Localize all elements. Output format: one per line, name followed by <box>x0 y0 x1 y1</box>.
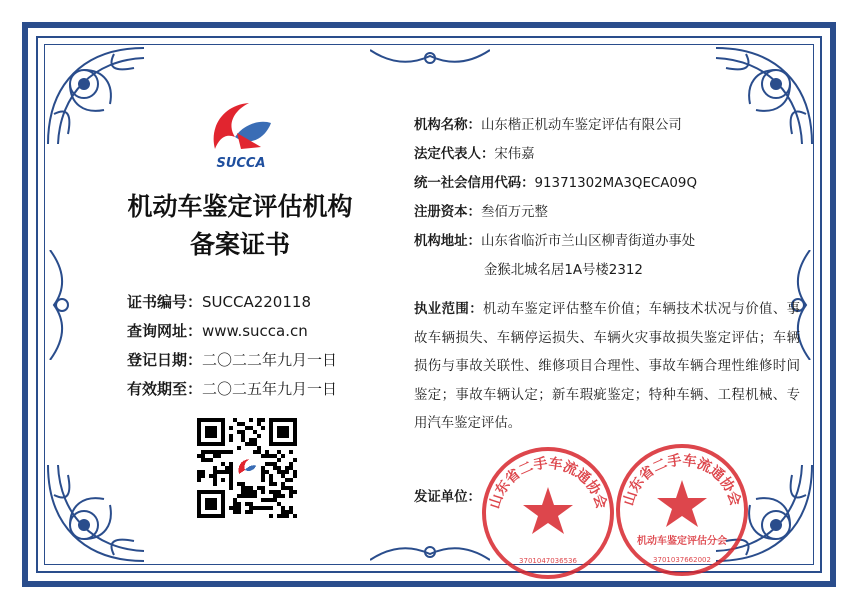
qr-module <box>277 502 281 506</box>
qr-module <box>293 490 297 494</box>
qr-module <box>293 470 297 474</box>
qr-module <box>201 458 205 462</box>
qr-module <box>261 498 265 502</box>
qr-module <box>281 482 285 486</box>
qr-module <box>253 494 257 498</box>
qr-module <box>261 454 265 458</box>
qr-module <box>237 422 241 426</box>
qr-module <box>241 494 245 498</box>
qr-module <box>237 502 241 506</box>
address-line-2: 金猴北城名居1A号楼2312 <box>484 263 643 278</box>
qr-module <box>245 490 249 494</box>
qr-module <box>265 462 269 466</box>
side-ornament-left <box>46 250 76 360</box>
qr-module <box>213 450 217 454</box>
qr-module <box>233 418 237 422</box>
qr-module <box>261 490 265 494</box>
qr-module <box>261 470 265 474</box>
qr-module <box>233 510 237 514</box>
top-ornament-center <box>370 46 490 72</box>
seal-right-subtitle: 机动车鉴定评估分会 <box>637 536 727 547</box>
qr-module <box>233 498 237 502</box>
qr-module <box>281 510 285 514</box>
qr-module <box>225 450 229 454</box>
register-date-value: 二〇二二年九月一日 <box>202 351 338 369</box>
bottom-ornament-center <box>370 538 490 564</box>
qr-module <box>249 426 253 430</box>
qr-module <box>277 490 281 494</box>
qr-module <box>293 514 297 518</box>
qr-module <box>197 454 201 458</box>
qr-module <box>289 478 293 482</box>
qr-module <box>261 486 265 490</box>
qr-module <box>245 426 249 430</box>
qr-module <box>249 490 253 494</box>
qr-module <box>249 506 253 510</box>
qr-module <box>221 478 225 482</box>
qr-module <box>237 482 241 486</box>
query-site-label: 查询网址： <box>127 322 203 340</box>
qr-module <box>257 422 261 426</box>
qr-module <box>281 454 285 458</box>
qr-module <box>273 462 277 466</box>
seal-left <box>478 443 618 583</box>
qr-module <box>205 450 209 454</box>
logo-text: SUCCA <box>216 156 266 171</box>
qr-module <box>253 442 257 446</box>
register-date-row <box>127 346 337 375</box>
qr-module <box>289 494 293 498</box>
valid-until-row <box>127 375 337 404</box>
qr-module <box>257 450 261 454</box>
qr-module <box>281 506 285 510</box>
query-site-value: www.succa.cn <box>202 322 308 340</box>
seal-right <box>612 440 752 580</box>
qr-module <box>245 502 249 506</box>
qr-module <box>285 486 289 490</box>
qr-module <box>253 506 257 510</box>
qr-module <box>213 482 217 486</box>
registered-capital-label: 注册资本： <box>414 205 481 220</box>
qr-module <box>249 510 253 514</box>
qr-module <box>221 462 225 466</box>
cert-number-value: SUCCA220118 <box>202 293 311 311</box>
org-name-value: 山东楷正机动车鉴定评估有限公司 <box>480 118 682 133</box>
qr-module <box>269 462 273 466</box>
qr-module <box>289 486 293 490</box>
qr-module <box>285 514 289 518</box>
qr-module <box>285 478 289 482</box>
qr-module <box>269 498 273 502</box>
qr-module <box>273 498 277 502</box>
qr-module <box>269 482 273 486</box>
query-site-row <box>127 317 337 346</box>
seal-left-text: 山东省二手车流通协会 <box>486 455 610 511</box>
qr-module <box>245 486 249 490</box>
qr-module <box>229 426 233 430</box>
qr-module <box>217 470 221 474</box>
registered-capital-value: 叁佰万元整 <box>480 205 548 220</box>
qr-module <box>285 466 289 470</box>
qr-module <box>241 430 245 434</box>
qr-module <box>197 474 201 478</box>
qr-module <box>273 454 277 458</box>
qr-module <box>209 458 213 462</box>
qr-module <box>277 514 281 518</box>
qr-module <box>229 474 233 478</box>
qr-module <box>253 490 257 494</box>
qr-module <box>213 470 217 474</box>
qr-module <box>257 506 261 510</box>
certificate-title <box>95 188 385 264</box>
legal-rep-value: 宋伟嘉 <box>494 147 535 162</box>
qr-module <box>213 474 217 478</box>
qr-module <box>229 438 233 442</box>
qr-module <box>269 514 273 518</box>
qr-module <box>277 450 281 454</box>
qr-module <box>281 514 285 518</box>
qr-module <box>201 470 205 474</box>
qr-module <box>229 506 233 510</box>
qr-module <box>241 434 245 438</box>
qr-module <box>241 490 245 494</box>
qr-module <box>229 486 233 490</box>
valid-until-label: 有效期至： <box>127 380 203 398</box>
qr-module <box>213 466 217 470</box>
cert-number-label: 证书编号： <box>127 293 203 311</box>
seal-left-number: 3701047036536 <box>519 557 577 565</box>
qr-module <box>257 486 261 490</box>
qr-module <box>237 494 241 498</box>
cert-number-row <box>127 288 337 317</box>
address-label: 机构地址： <box>414 234 481 249</box>
seal-right-number: 3701037662002 <box>653 556 711 564</box>
business-scope-value: 机动车鉴定评估整车价值；车辆技术状况与价值、事故车辆损失、车辆停运损失、车辆火灾事故损失鉴定评估；车辆损伤与事故关联性、维修项目合理性、事故车辆合理性维修时间鉴定；事故车辆认定；新车瑕疵鉴定；特种车辆、工程机械、专用汽车鉴定评估。 <box>414 302 801 431</box>
qr-module <box>213 478 217 482</box>
qr-module <box>249 494 253 498</box>
credit-code-value: 91371302MA3QECA09Q <box>534 176 697 191</box>
qr-module <box>285 510 289 514</box>
qr-module <box>221 470 225 474</box>
qr-module <box>217 454 221 458</box>
qr-module <box>261 506 265 510</box>
qr-module <box>229 478 233 482</box>
qr-module <box>233 506 237 510</box>
qr-module <box>237 506 241 510</box>
qr-module <box>261 418 265 422</box>
qr-module <box>257 434 261 438</box>
qr-module <box>201 450 205 454</box>
qr-module <box>273 494 277 498</box>
qr-module <box>213 454 217 458</box>
qr-module <box>261 478 265 482</box>
business-scope <box>414 296 800 439</box>
title-line-2: 备案证书 <box>189 230 290 259</box>
qr-module <box>225 466 229 470</box>
legal-rep-row <box>414 140 799 169</box>
qr-module <box>289 490 293 494</box>
qr-module <box>281 486 285 490</box>
qr-module <box>229 482 233 486</box>
qr-module <box>261 474 265 478</box>
qr-module <box>237 430 241 434</box>
qr-module <box>209 474 213 478</box>
qr-module <box>269 474 273 478</box>
qr-module <box>253 430 257 434</box>
qr-module <box>265 506 269 510</box>
qr-module <box>233 502 237 506</box>
registered-capital-row <box>414 198 799 227</box>
qr-module <box>225 470 229 474</box>
qr-module <box>257 446 261 450</box>
qr-module <box>241 482 245 486</box>
qr-module <box>229 434 233 438</box>
qr-module <box>277 466 281 470</box>
qr-module <box>289 506 293 510</box>
organization-details <box>414 111 799 285</box>
qr-module <box>265 498 269 502</box>
seal-right-text: 山东省二手车流通协会 <box>620 452 744 508</box>
qr-module <box>293 458 297 462</box>
register-date-label: 登记日期： <box>127 351 203 369</box>
qr-module <box>289 510 293 514</box>
qr-module <box>241 486 245 490</box>
qr-module <box>209 450 213 454</box>
qr-module <box>205 458 209 462</box>
qr-module <box>269 506 273 510</box>
qr-module <box>249 438 253 442</box>
qr-module <box>265 454 269 458</box>
valid-until-value: 二〇二五年九月一日 <box>202 380 338 398</box>
org-name-label: 机构名称： <box>414 118 481 133</box>
qr-module <box>249 442 253 446</box>
credit-code-label: 统一社会信用代码： <box>414 176 535 191</box>
business-scope-label: 执业范围： <box>414 302 484 317</box>
qr-module <box>273 466 277 470</box>
qr-module <box>265 470 269 474</box>
qr-module <box>281 470 285 474</box>
issuer-label: 发证单位： <box>414 490 481 505</box>
qr-module <box>261 426 265 430</box>
qr-module <box>277 458 281 462</box>
qr-module <box>289 462 293 466</box>
qr-module <box>241 438 245 442</box>
qr-module <box>269 454 273 458</box>
qr-module <box>261 466 265 470</box>
qr-module <box>229 462 233 466</box>
org-name-row <box>414 111 799 140</box>
title-line-1: 机动车鉴定评估机构 <box>127 192 353 221</box>
credit-code-row <box>414 169 799 198</box>
address-row <box>414 227 799 256</box>
qr-module <box>221 450 225 454</box>
qr-module <box>281 474 285 478</box>
qr-module <box>253 450 257 454</box>
qr-module <box>201 474 205 478</box>
qr-module <box>265 450 269 454</box>
qr-module <box>257 418 261 422</box>
qr-module <box>293 474 297 478</box>
qr-module <box>289 466 293 470</box>
succa-logo <box>205 97 277 172</box>
qr-module <box>201 454 205 458</box>
legal-rep-label: 法定代表人： <box>414 147 495 162</box>
qr-module <box>245 442 249 446</box>
qr-module <box>249 418 253 422</box>
qr-module <box>289 450 293 454</box>
qr-module <box>277 494 281 498</box>
corner-ornament-top-left <box>44 44 154 154</box>
qr-module <box>237 510 241 514</box>
qr-module <box>269 490 273 494</box>
qr-code[interactable] <box>197 418 297 518</box>
corner-ornament-bottom-left <box>44 455 154 565</box>
qr-module <box>245 510 249 514</box>
address-line-1: 山东省临沂市兰山区柳青街道办事处 <box>480 234 696 249</box>
qr-module <box>249 486 253 490</box>
certificate-details <box>127 288 337 404</box>
qr-module <box>229 470 233 474</box>
qr-module <box>237 446 241 450</box>
qr-module <box>281 494 285 498</box>
qr-module <box>229 466 233 470</box>
qr-module <box>277 470 281 474</box>
qr-module <box>249 502 253 506</box>
qr-module <box>197 478 201 482</box>
qr-module <box>253 438 257 442</box>
qr-module <box>269 478 273 482</box>
qr-module <box>245 494 249 498</box>
qr-module <box>241 422 245 426</box>
qr-module <box>273 482 277 486</box>
qr-module <box>217 450 221 454</box>
qr-module <box>197 470 201 474</box>
qr-module <box>229 450 233 454</box>
qr-module <box>273 490 277 494</box>
qr-module <box>285 470 289 474</box>
